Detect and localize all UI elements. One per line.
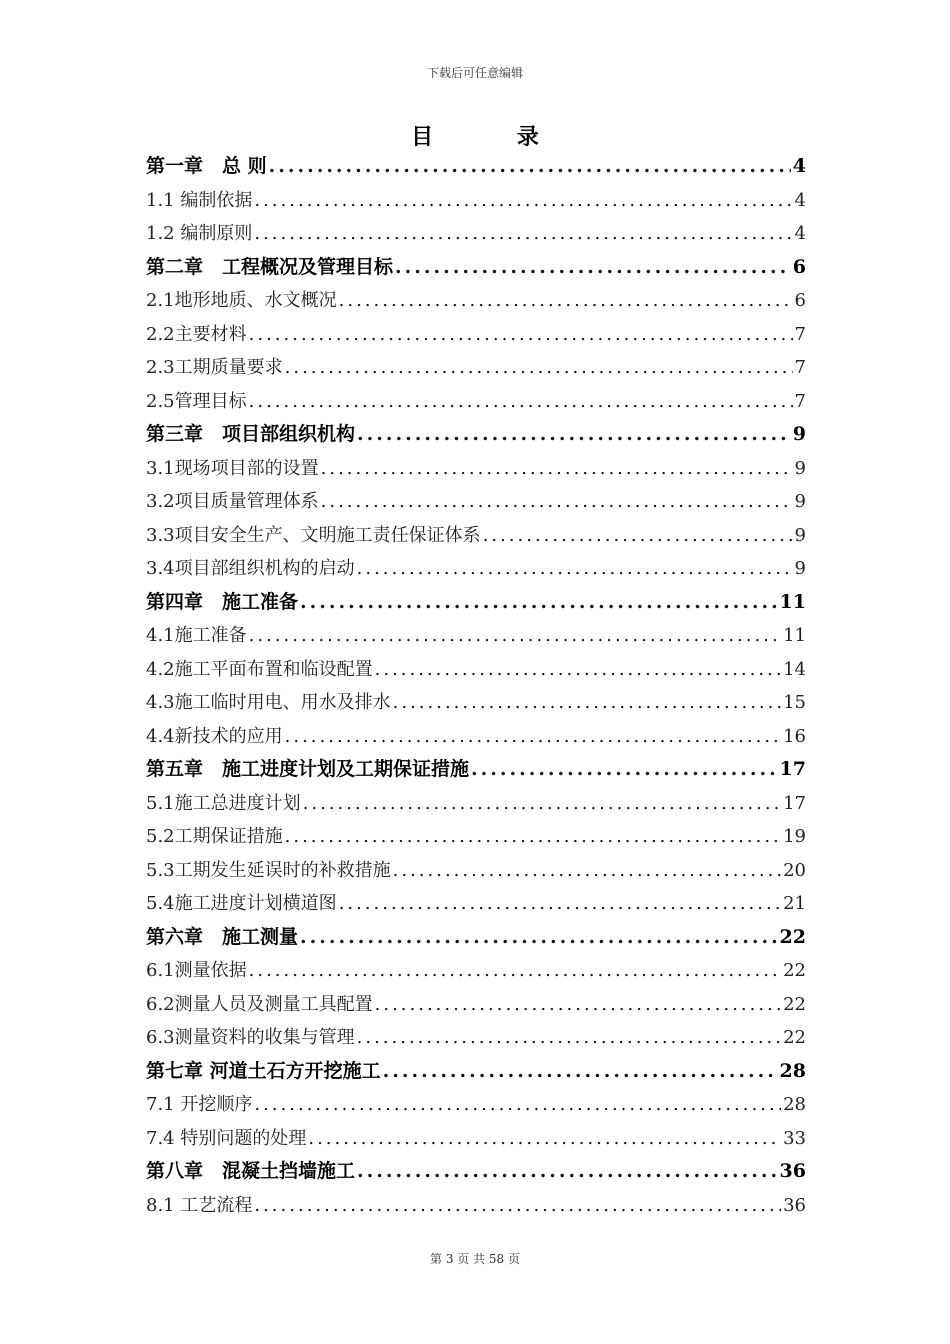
toc-section-entry[interactable] [146, 318, 806, 352]
toc-section-entry[interactable] [146, 1122, 806, 1156]
dot-leader [285, 820, 781, 854]
dot-leader [375, 653, 781, 687]
toc-entry-page-number: 9 [794, 558, 806, 579]
toc-entry-label: 2.5管理目标 [146, 390, 247, 412]
toc-entry-label: 4.2施工平面布置和临设配置 [146, 658, 373, 680]
dot-leader [321, 485, 793, 519]
dot-leader [471, 753, 778, 787]
toc-entry-label: 第七章 河道土石方开挖施工 [146, 1059, 381, 1082]
toc-entry-page-number: 17 [779, 758, 806, 780]
toc-entry-page-number: 22 [779, 925, 806, 948]
toc-entry-page-number: 14 [783, 658, 806, 680]
toc-entry-label: 第一章 总 则 [146, 155, 267, 177]
toc-section-entry[interactable] [146, 1088, 806, 1122]
toc-section-entry[interactable] [146, 519, 806, 553]
toc-entry-page-number: 22 [783, 1027, 806, 1048]
dot-leader [303, 787, 781, 821]
toc-entry-label: 第八章 混凝土挡墙施工 [146, 1160, 356, 1182]
toc-entry-label: 第四章 施工准备 [146, 590, 299, 613]
dot-leader [357, 552, 793, 586]
toc-entry-page-number: 22 [783, 993, 806, 1015]
toc-entry-page-number: 17 [783, 792, 806, 814]
toc-section-entry[interactable] [146, 485, 806, 519]
toc-chapter-entry[interactable] [146, 1055, 806, 1089]
toc-entry-page-number: 7 [794, 390, 806, 412]
toc-entry-label: 6.2测量人员及测量工具配置 [146, 993, 373, 1015]
toc-entry-label: 8.1 工艺流程 [146, 1194, 253, 1216]
toc-chapter-entry[interactable] [146, 753, 806, 787]
toc-entry-page-number: 28 [783, 1094, 806, 1115]
toc-section-entry[interactable] [146, 720, 806, 754]
toc-entry-label: 1.2 编制原则 [146, 223, 253, 244]
page-header: 下载后可任意编辑 [426, 66, 523, 80]
toc-entry-page-number: 19 [783, 826, 806, 847]
toc-entry-page-number: 7 [794, 323, 806, 345]
toc-entry-page-number: 9 [794, 524, 806, 546]
table-of-contents [146, 150, 806, 1222]
dot-leader [285, 720, 781, 754]
toc-section-entry[interactable] [146, 184, 806, 218]
toc-entry-page-number: 11 [783, 625, 806, 646]
toc-entry-page-number: 16 [783, 725, 806, 747]
toc-section-entry[interactable] [146, 284, 806, 318]
toc-entry-page-number: 6 [792, 255, 806, 278]
toc-entry-label: 6.1测量依据 [146, 960, 247, 981]
toc-entry-label: 第六章 施工测量 [146, 925, 299, 948]
toc-section-entry[interactable] [146, 954, 806, 988]
dot-leader [254, 184, 792, 218]
dot-leader [357, 1021, 781, 1055]
dot-leader [395, 251, 791, 285]
toc-entry-page-number: 15 [783, 692, 806, 713]
toc-entry-label: 2.1地形地质、水文概况 [146, 290, 337, 311]
toc-entry-page-number: 7 [794, 357, 806, 378]
toc-section-entry[interactable] [146, 887, 806, 921]
dot-leader [254, 217, 792, 251]
toc-section-entry[interactable] [146, 1021, 806, 1055]
toc-entry-label: 3.1现场项目部的设置 [146, 457, 319, 479]
toc-chapter-entry[interactable] [146, 418, 806, 452]
toc-section-entry[interactable] [146, 619, 806, 653]
dot-leader [269, 150, 791, 184]
page-footer: 第 3 页 共 58 页 [430, 1252, 520, 1266]
toc-entry-label: 5.2工期保证措施 [146, 826, 283, 847]
dot-leader [254, 1189, 781, 1223]
toc-entry-page-number: 9 [792, 423, 806, 445]
toc-entry-page-number: 28 [779, 1059, 806, 1082]
toc-entry-label: 3.4项目部组织机构的启动 [146, 558, 355, 579]
toc-entry-page-number: 22 [783, 960, 806, 981]
toc-section-entry[interactable] [146, 653, 806, 687]
toc-entry-page-number: 9 [794, 457, 806, 479]
toc-title: 目 录 [411, 124, 577, 150]
toc-entry-page-number: 11 [779, 590, 806, 613]
toc-chapter-entry[interactable] [146, 1155, 806, 1189]
dot-leader [393, 686, 781, 720]
toc-entry-page-number: 4 [794, 223, 806, 244]
toc-entry-page-number: 9 [794, 491, 806, 512]
toc-section-entry[interactable] [146, 1189, 806, 1223]
toc-section-entry[interactable] [146, 351, 806, 385]
toc-entry-label: 5.4施工进度计划横道图 [146, 893, 337, 914]
dot-leader [300, 921, 778, 955]
dot-leader [300, 586, 778, 620]
toc-section-entry[interactable] [146, 988, 806, 1022]
toc-section-entry[interactable] [146, 385, 806, 419]
toc-entry-page-number: 6 [794, 290, 806, 311]
toc-entry-label: 7.1 开挖顺序 [146, 1094, 253, 1115]
dot-leader [483, 519, 793, 553]
dot-leader [308, 1122, 781, 1156]
toc-entry-page-number: 33 [783, 1127, 806, 1149]
toc-entry-label: 第五章 施工进度计划及工期保证措施 [146, 758, 470, 780]
dot-leader [375, 988, 781, 1022]
toc-section-entry[interactable] [146, 552, 806, 586]
dot-leader [249, 619, 781, 653]
toc-entry-page-number: 4 [792, 155, 806, 177]
toc-entry-label: 5.1施工总进度计划 [146, 792, 301, 814]
toc-section-entry[interactable] [146, 854, 806, 888]
dot-leader [339, 284, 793, 318]
toc-entry-page-number: 36 [783, 1194, 806, 1216]
dot-leader [357, 1155, 778, 1189]
dot-leader [339, 887, 781, 921]
toc-entry-label: 3.2项目质量管理体系 [146, 491, 319, 512]
toc-entry-label: 2.2主要材料 [146, 323, 247, 345]
dot-leader [249, 385, 793, 419]
dot-leader [383, 1055, 778, 1089]
toc-entry-label: 2.3工期质量要求 [146, 357, 283, 378]
toc-section-entry[interactable] [146, 787, 806, 821]
toc-entry-label: 7.4 特别问题的处理 [146, 1127, 307, 1149]
toc-entry-page-number: 4 [794, 189, 806, 211]
toc-entry-label: 4.4新技术的应用 [146, 725, 283, 747]
dot-leader [357, 418, 791, 452]
toc-entry-page-number: 36 [779, 1160, 806, 1182]
toc-entry-label: 6.3测量资料的收集与管理 [146, 1027, 355, 1048]
dot-leader [249, 318, 793, 352]
dot-leader [393, 854, 781, 888]
toc-section-entry[interactable] [146, 686, 806, 720]
dot-leader [285, 351, 793, 385]
dot-leader [321, 452, 793, 486]
toc-chapter-entry[interactable] [146, 150, 806, 184]
toc-entry-label: 第三章 项目部组织机构 [146, 423, 356, 445]
toc-section-entry[interactable] [146, 217, 806, 251]
toc-chapter-entry[interactable] [146, 586, 806, 620]
dot-leader [254, 1088, 781, 1122]
dot-leader [249, 954, 781, 988]
toc-entry-page-number: 21 [783, 893, 806, 914]
toc-chapter-entry[interactable] [146, 921, 806, 955]
toc-section-entry[interactable] [146, 452, 806, 486]
toc-entry-label: 4.3施工临时用电、用水及排水 [146, 692, 391, 713]
toc-entry-label: 3.3项目安全生产、文明施工责任保证体系 [146, 524, 481, 546]
toc-entry-label: 5.3工期发生延误时的补救措施 [146, 859, 391, 881]
toc-entry-page-number: 20 [783, 859, 806, 881]
toc-section-entry[interactable] [146, 820, 806, 854]
toc-entry-label: 4.1施工准备 [146, 625, 247, 646]
toc-entry-label: 第二章 工程概况及管理目标 [146, 255, 394, 278]
toc-entry-label: 1.1 编制依据 [146, 189, 253, 211]
toc-chapter-entry[interactable] [146, 251, 806, 285]
